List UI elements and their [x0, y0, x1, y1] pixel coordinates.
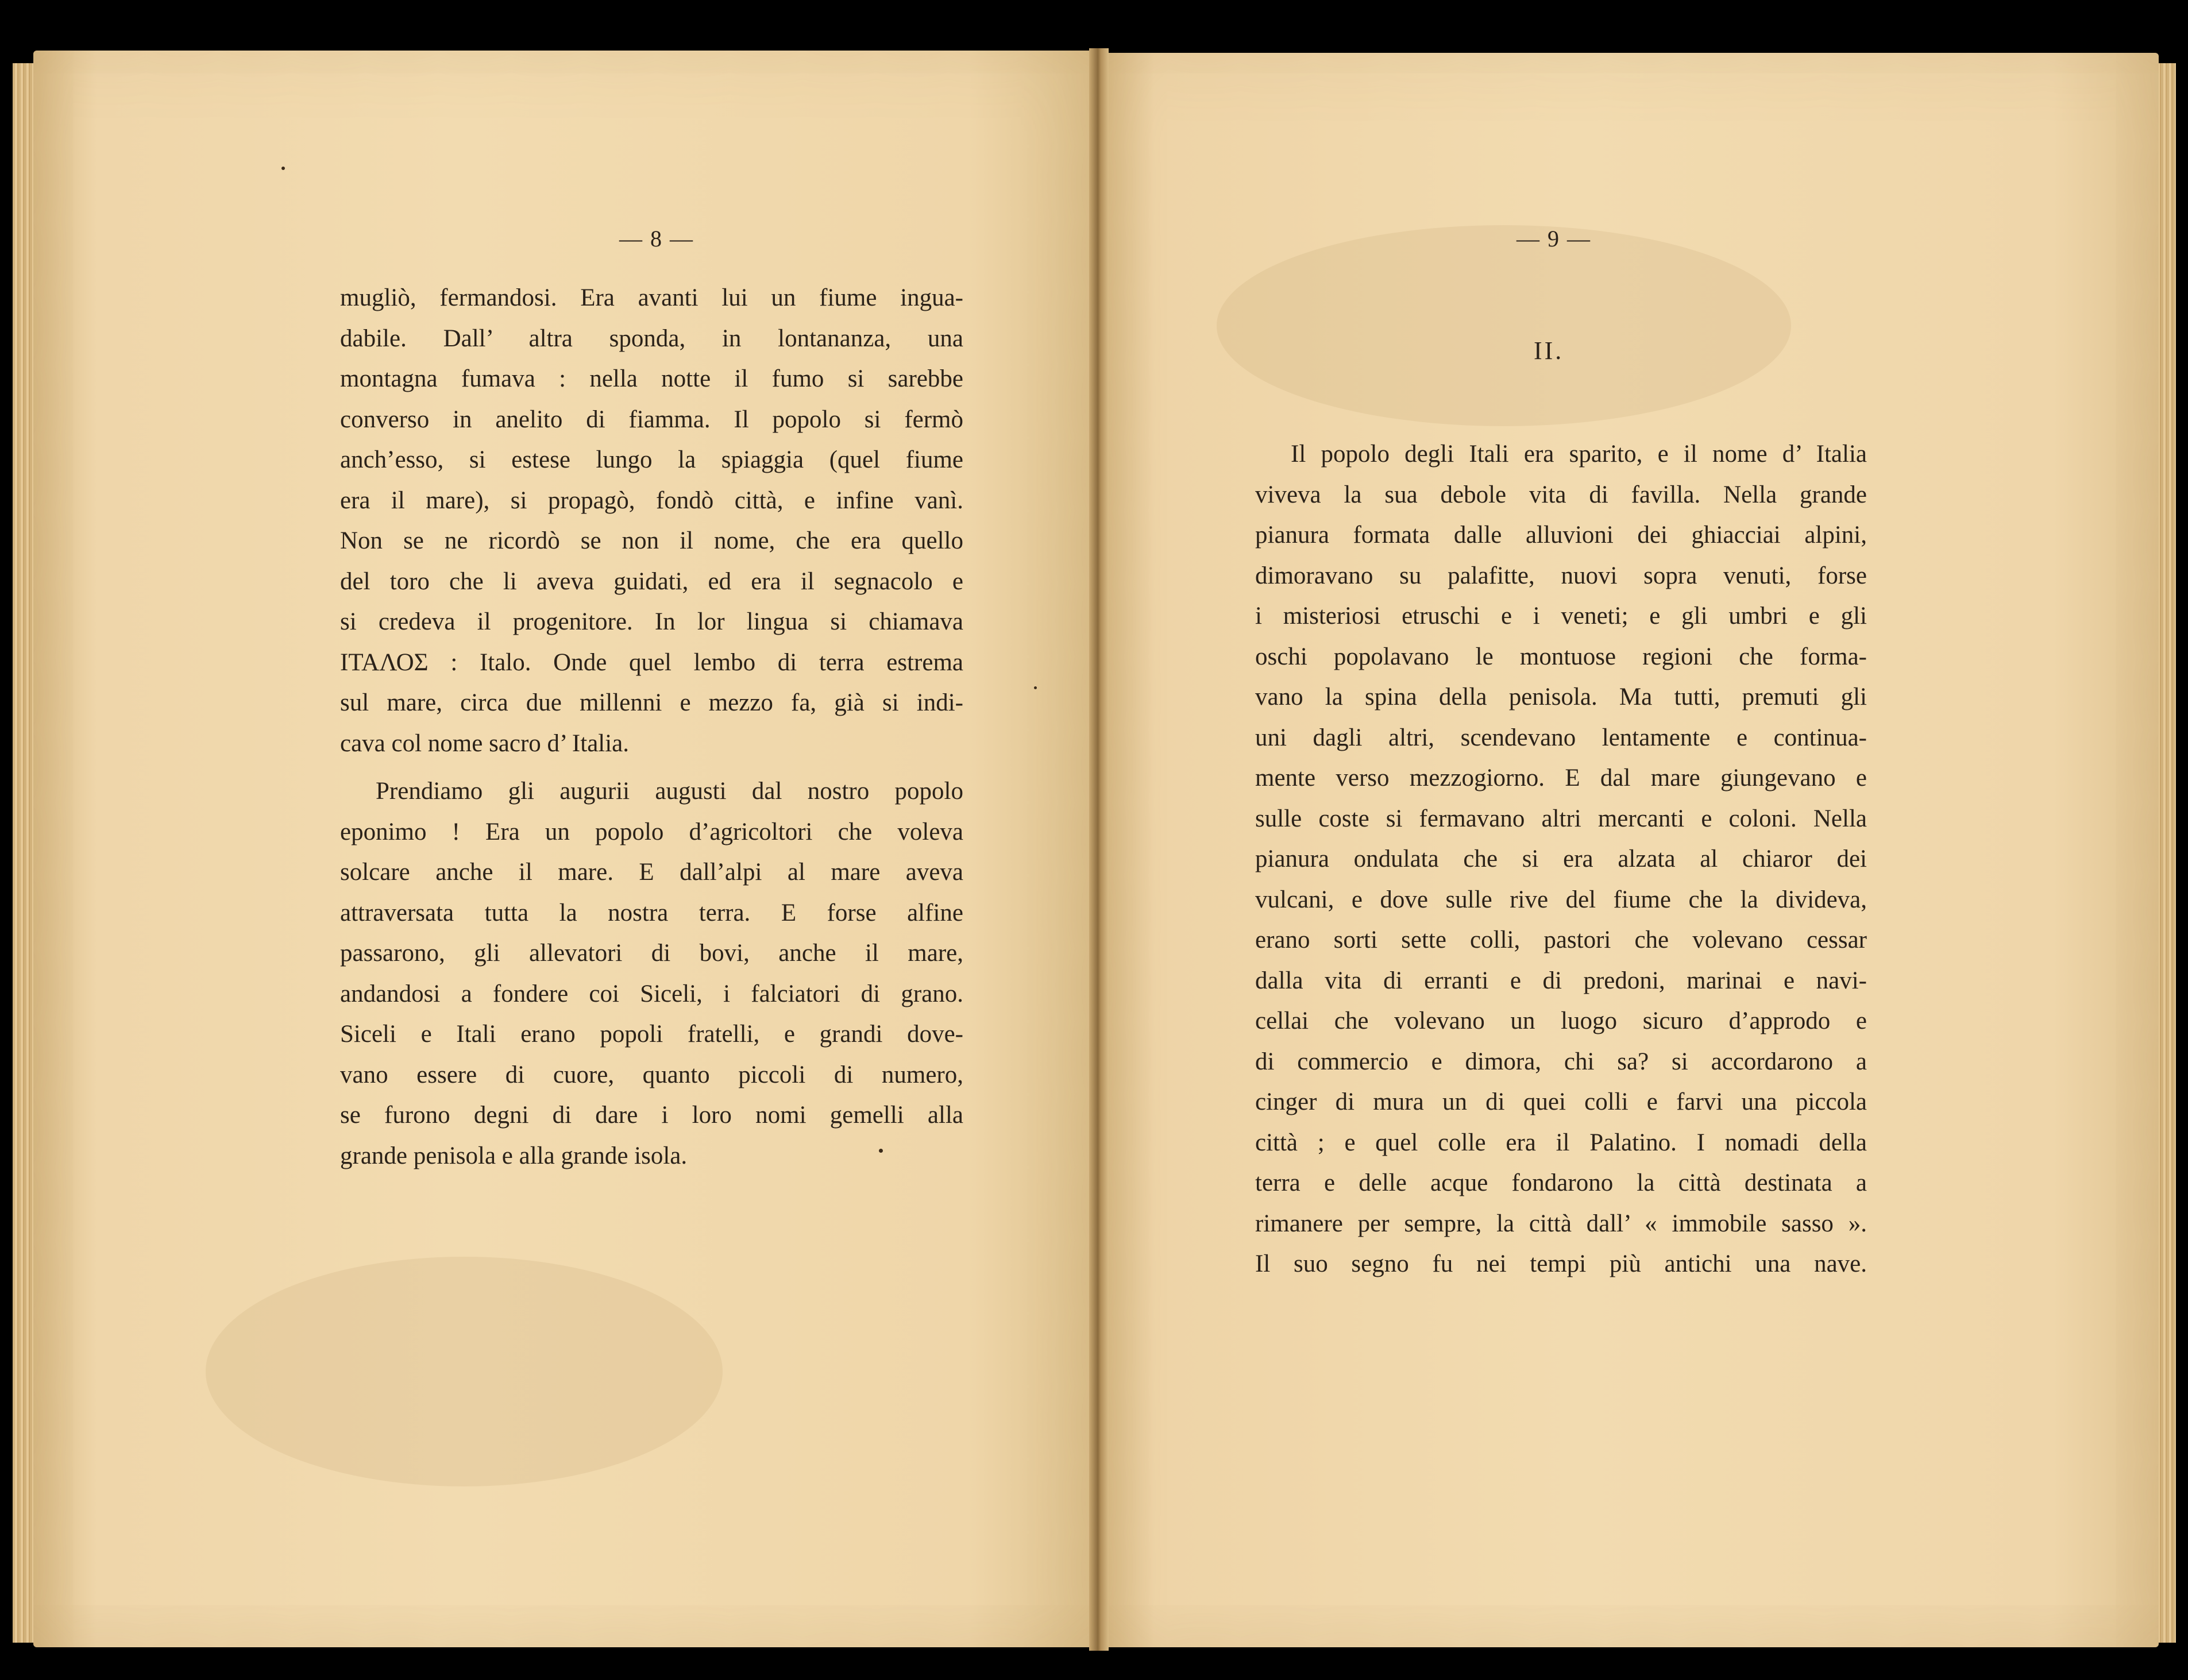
text-line: cellai che volevano un luogo sicuro d’approdo e: [1255, 1007, 1867, 1034]
text-line: passarono, gli allevatori di bovi, anche il mare,: [340, 940, 963, 967]
text-line: città ; e quel colle era il Palatino. I nomadi della: [1255, 1129, 1867, 1156]
text-line: Il popolo degli Itali era sparito, e il nome d’ Italia: [1291, 441, 1867, 468]
text-line: i misteriosi etruschi e i veneti; e gli umbri e gli: [1255, 603, 1867, 629]
text-line: attraversata tutta la nostra terra. E forse alfine: [340, 899, 963, 926]
text-line: Siceli e Itali erano popoli fratelli, e grandi dove-: [340, 1021, 963, 1048]
text-line: uni dagli altri, scendevano lentamente e continua-: [1255, 724, 1867, 751]
text-line: Prendiamo gli augurii augusti dal nostro popolo: [376, 778, 963, 805]
text-line: sulle coste si fermavano altri mercanti e coloni. Nella: [1255, 805, 1867, 832]
page-number-right: — 9 —: [1516, 226, 1591, 252]
text-line: vulcani, e dove sulle rive del fiume che la divideva,: [1255, 886, 1867, 913]
text-line: grande penisola e alla grande isola.: [340, 1142, 688, 1169]
text-line: si credeva il progenitore. In lor lingua si chiamava: [340, 608, 963, 635]
text-line: mente verso mezzogiorno. E dal mare giungevano e: [1255, 764, 1867, 791]
text-line: ΙΤΑΛΟΣ : Italo. Onde quel lembo di terra estrema: [340, 648, 963, 676]
page-number-left: — 8 —: [619, 226, 694, 252]
book-gutter: [1089, 48, 1109, 1651]
ink-speck: [281, 167, 285, 170]
text-line: andandosi a fondere coi Siceli, i falciatori di grano.: [340, 980, 963, 1007]
text-line: se furono degni di dare i loro nomi gemelli alla: [340, 1102, 963, 1129]
right-page-text: [1255, 434, 1867, 1285]
text-line: mugliò, fermandosi. Era avanti lui un fiume ingua-: [340, 284, 963, 311]
text-line: pianura formata dalle alluvioni dei ghiacciai alpini,: [1255, 522, 1867, 549]
paragraph-gap: [340, 764, 963, 771]
text-line: converso in anelito di fiamma. Il popolo si fermò: [340, 405, 963, 433]
text-line: pianura ondulata che si era alzata al chiaror dei: [1255, 845, 1867, 872]
text-line: dabile. Dall’ altra sponda, in lontananza, una: [340, 325, 963, 352]
text-line: cinger di mura un di quei colli e farvi una piccola: [1255, 1088, 1867, 1115]
left-page-text: [340, 278, 963, 1176]
text-line: dalla vita di erranti e di predoni, marinai e navi-: [1255, 967, 1867, 994]
text-line: viveva la sua debole vita di favilla. Nella grande: [1255, 481, 1867, 508]
left-page-edge: [13, 63, 33, 1643]
text-line: dimoravano su palafitte, nuovi sopra venuti, forse: [1255, 562, 1867, 589]
paper-stain: [206, 1257, 723, 1486]
chapter-heading: II.: [1534, 337, 1564, 365]
text-line: sul mare, circa due millenni e mezzo fa, già si indi-: [340, 689, 963, 716]
text-line: del toro che li aveva guidati, ed era il segnacolo e: [340, 567, 963, 595]
text-line: Il suo segno fu nei tempi più antichi una nave.: [1255, 1250, 1867, 1277]
text-line: montagna fumava : nella notte il fumo si sarebbe: [340, 365, 963, 392]
text-line: terra e delle acque fondarono la città destinata a: [1255, 1169, 1867, 1196]
text-line: solcare anche il mare. E dall’alpi al mare aveva: [340, 859, 963, 886]
text-line: vano la spina della penisola. Ma tutti, premuti gli: [1255, 683, 1867, 710]
ink-speck: [879, 1149, 883, 1153]
text-line: era il mare), si propagò, fondò città, e infine vanì.: [340, 486, 963, 514]
text-line: anch’esso, si estese lungo la spiaggia (quel fiume: [340, 446, 963, 473]
text-line: Non se ne ricordò se non il nome, che era quello: [340, 527, 963, 554]
ink-speck: [1034, 686, 1037, 689]
text-line: di commercio e dimora, chi sa? si accordarono a: [1255, 1048, 1867, 1075]
text-line: eponimo ! Era un popolo d’agricoltori che voleva: [340, 818, 963, 845]
text-line: oschi popolavano le montuose regioni che forma-: [1255, 643, 1867, 670]
paper-stain: [1217, 225, 1791, 426]
text-line: cava col nome sacro d’ Italia.: [340, 729, 630, 757]
text-line: erano sorti sette colli, pastori che volevano cessar: [1255, 926, 1867, 953]
text-line: vano essere di cuore, quanto piccoli di numero,: [340, 1061, 963, 1088]
text-line: rimanere per sempre, la città dall’ « immobile sasso ».: [1255, 1210, 1867, 1237]
